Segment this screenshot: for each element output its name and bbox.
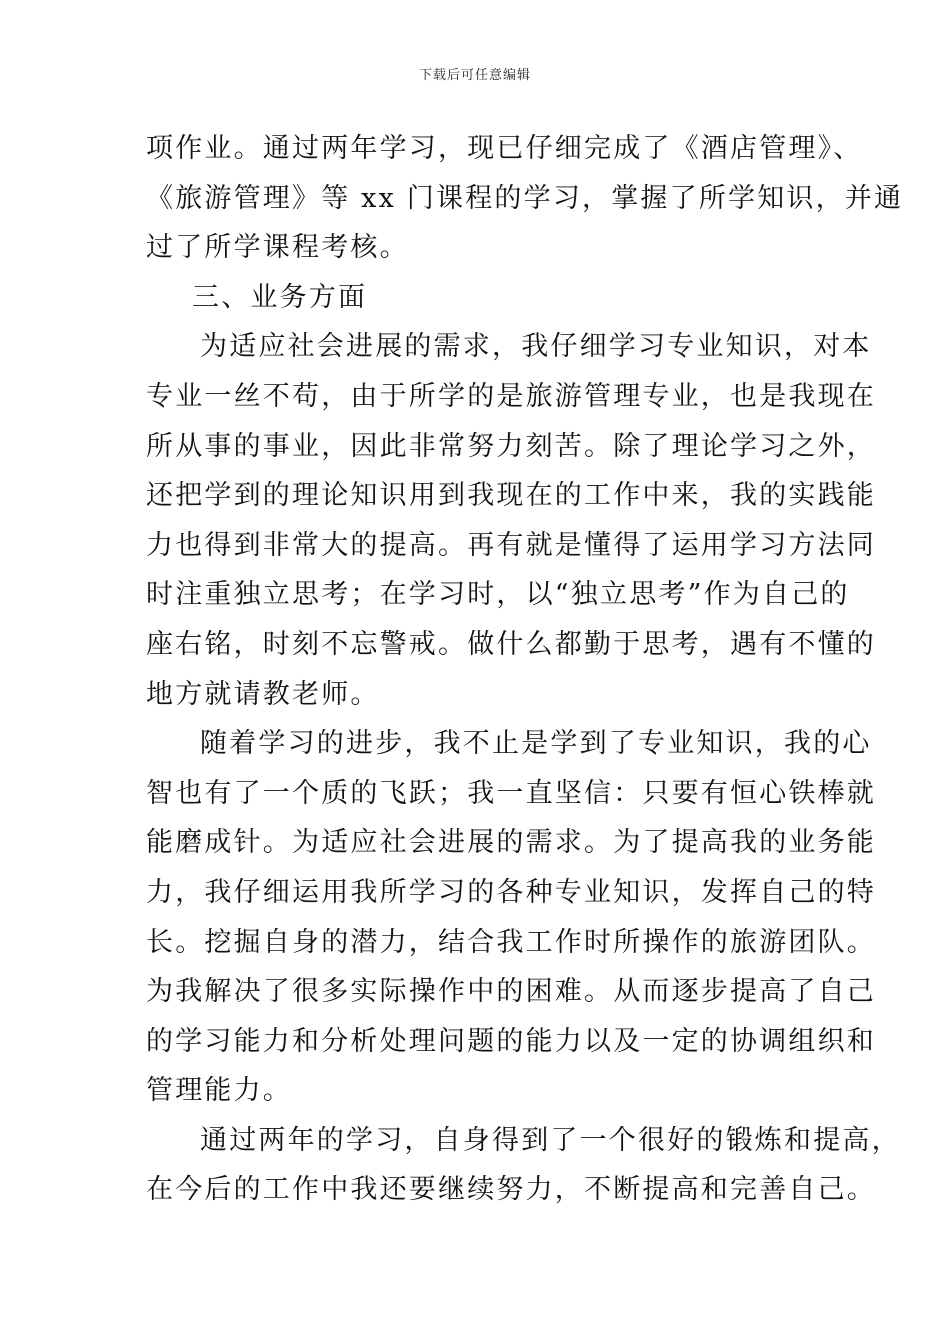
text-line: 在今后的工作中我还要继续努力，不断提高和完善自己。 [146, 1174, 876, 1206]
text-line: 力也得到非常大的提高。再有就是懂得了运用学习方法同 [146, 529, 876, 561]
paragraph-first-line: 为适应社会进展的需求，我仔细学习专业知识，对本 [200, 331, 872, 363]
document-body [146, 124, 904, 1215]
paragraph-first-line: 随着学习的进步，我不止是学到了专业知识，我的心 [200, 728, 872, 760]
section-heading: 三、业务方面 [192, 281, 368, 313]
text-line: 所从事的事业，因此非常努力刻苦。除了理论学习之外， [146, 430, 876, 462]
text-line: 《旅游管理》等 xx 门课程的学习，掌握了所学知识，并通 [146, 182, 904, 214]
text-line: 智也有了一个质的飞跃；我一直坚信：只要有恒心铁棒就 [146, 777, 876, 809]
text-line: 项作业。通过两年学习，现已仔细完成了《酒店管理》、 [146, 133, 863, 164]
page-header-note: 下载后可任意编辑 [418, 68, 531, 83]
paragraph-first-line: 通过两年的学习，自身得到了一个很好的锻炼和提高， [200, 1124, 901, 1156]
text-line: 长。挖掘自身的潜力，结合我工作时所操作的旅游团队。 [146, 926, 876, 958]
text-line: 还把学到的理论知识用到我现在的工作中来，我的实践能 [146, 480, 876, 512]
text-line: 座右铭，时刻不忘警戒。做什么都勤于思考，遇有不懂的 [146, 628, 876, 660]
text-line: 管理能力。 [146, 1075, 292, 1107]
text-line: 时注重独立思考；在学习时，以“独立思考”作为自己的 [146, 579, 850, 611]
text-line: 地方就请教老师。 [146, 678, 380, 710]
text-line: 能磨成针。为适应社会进展的需求。为了提高我的业务能 [146, 827, 876, 859]
text-line: 专业一丝不苟，由于所学的是旅游管理专业，也是我现在 [146, 380, 876, 412]
text-line: 力，我仔细运用我所学习的各种专业知识，发挥自己的特 [146, 876, 876, 908]
text-line: 为我解决了很多实际操作中的困难。从而逐步提高了自己 [146, 976, 876, 1008]
text-line: 过了所学课程考核。 [146, 232, 409, 264]
text-line: 的学习能力和分析处理问题的能力以及一定的协调组织和 [146, 1025, 876, 1057]
